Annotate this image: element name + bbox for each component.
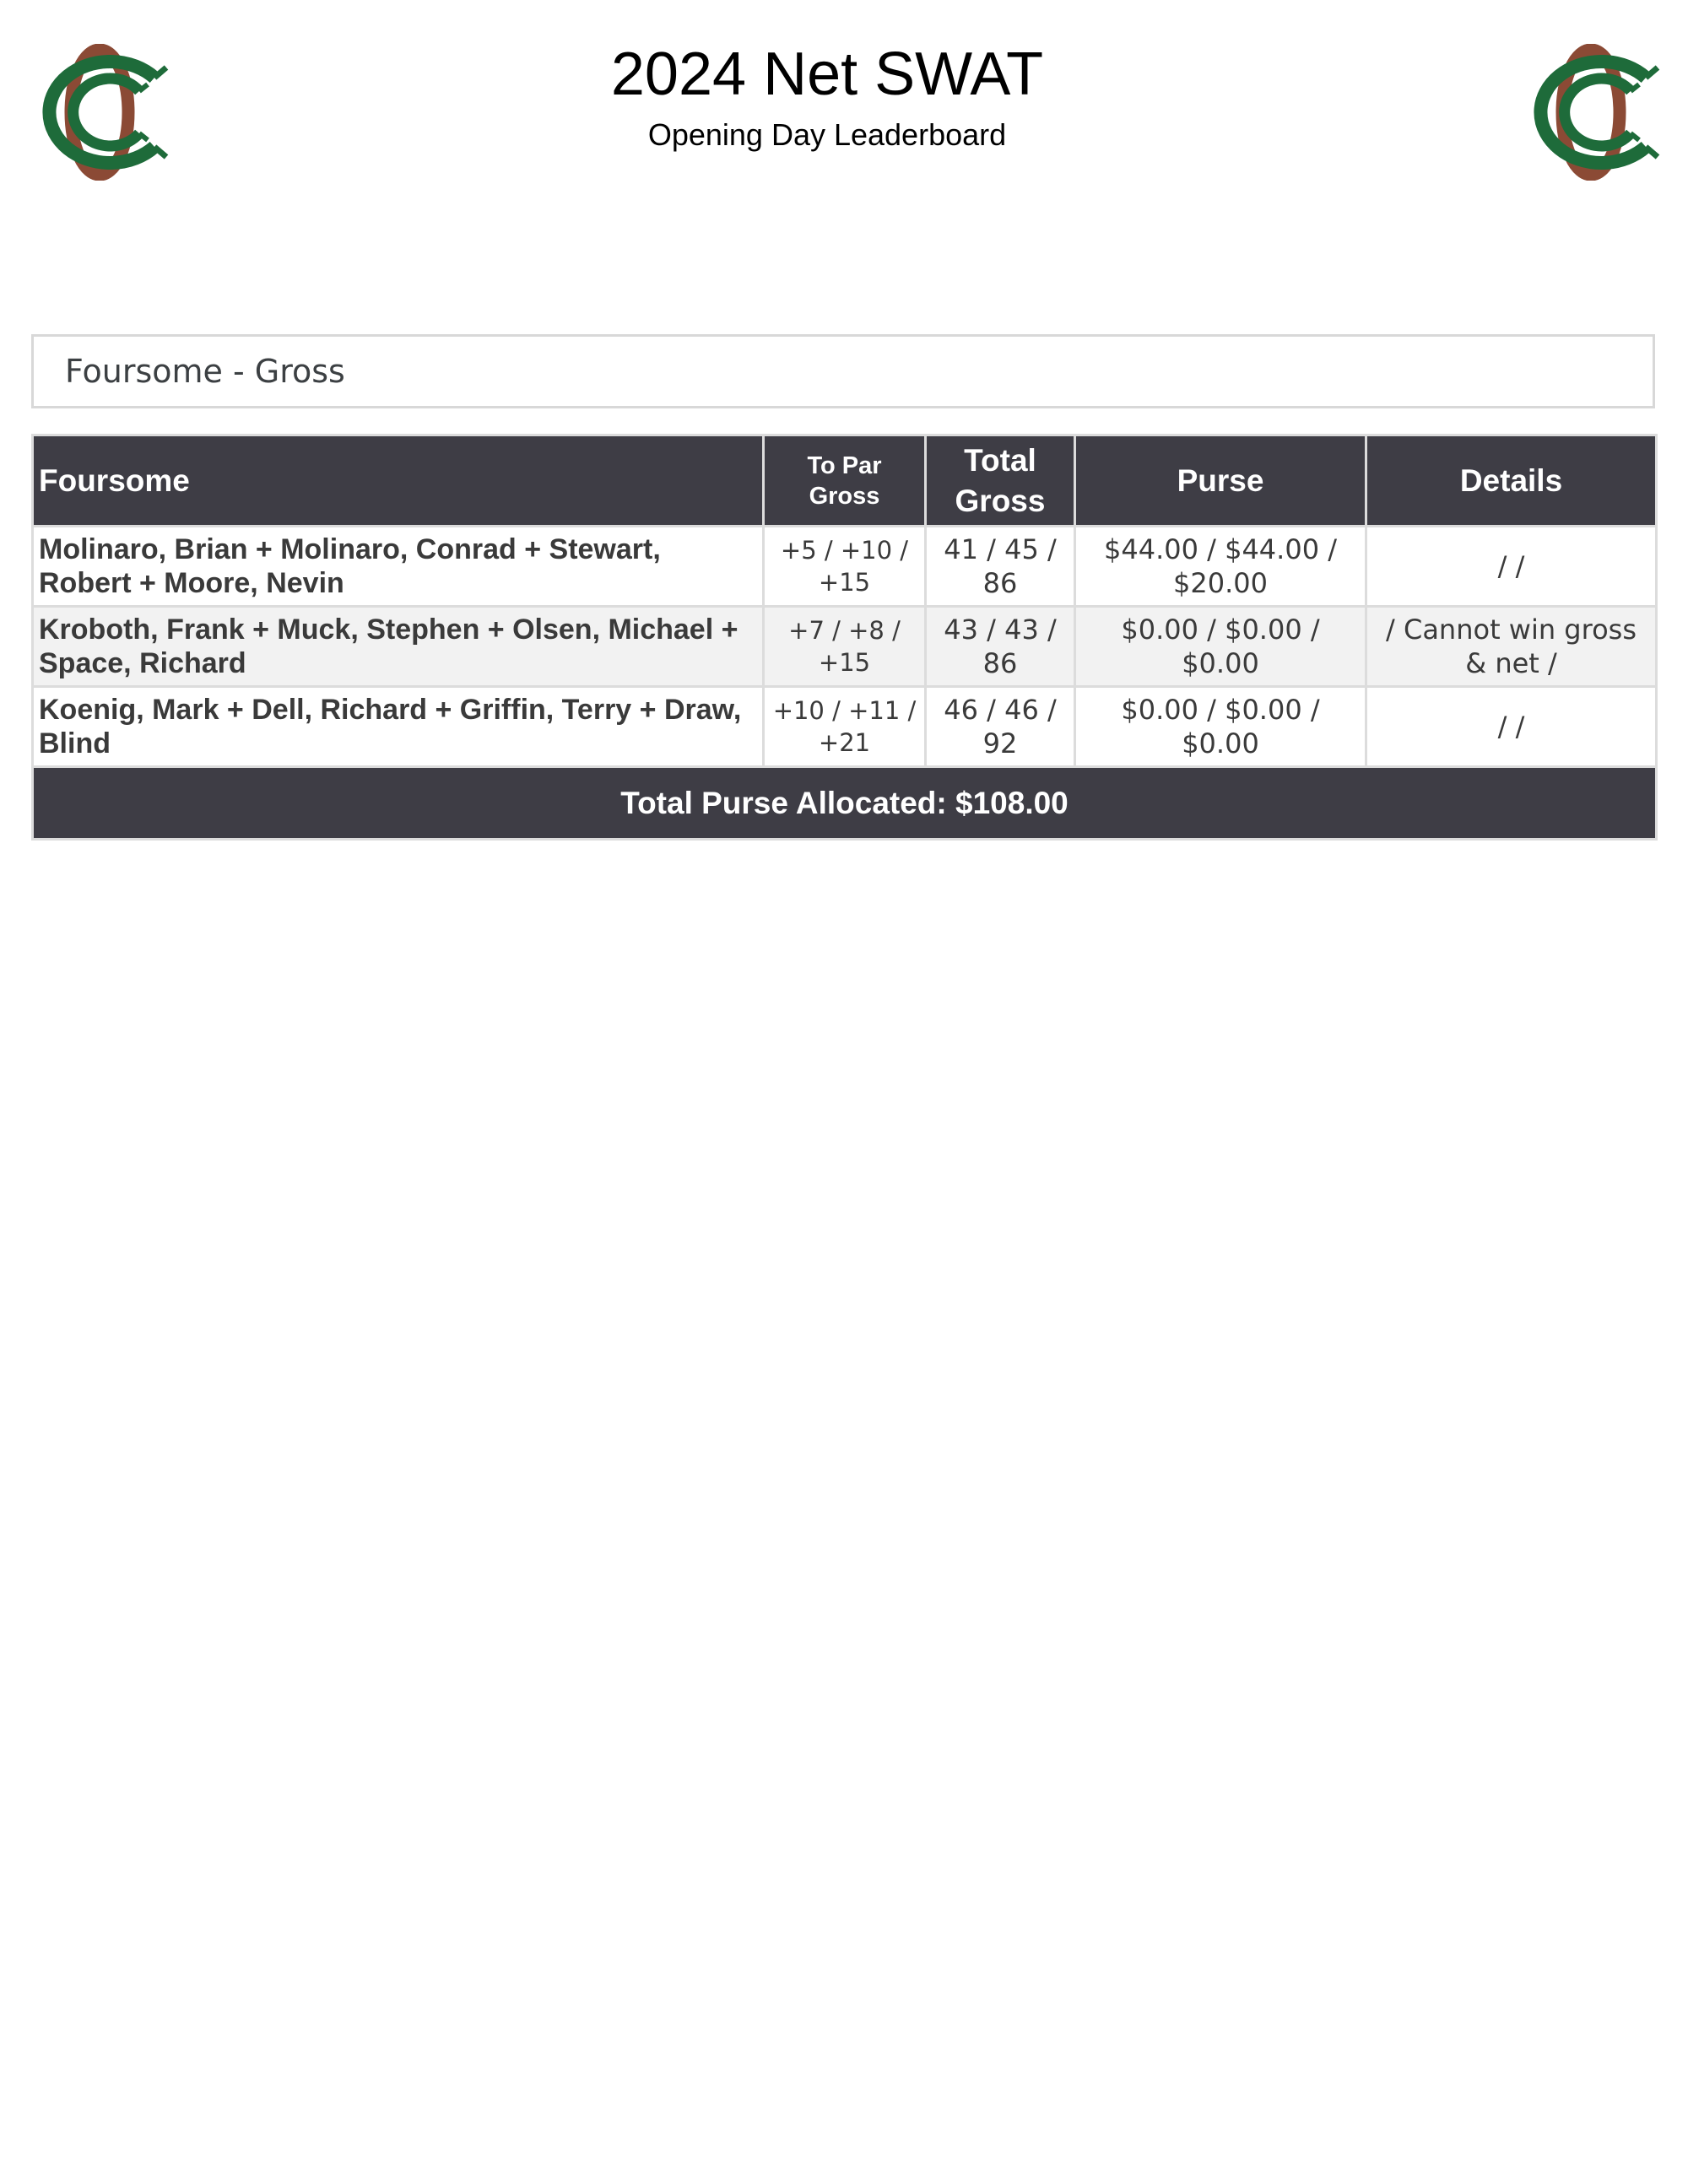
table-row bbox=[33, 687, 1657, 767]
to-par-cell: +10 / +11 / +21 bbox=[764, 687, 926, 767]
header-purse: Purse bbox=[1075, 435, 1366, 527]
details-cell: / / bbox=[1366, 687, 1657, 767]
header-to-par-gross bbox=[764, 435, 926, 527]
foursome-cell: Molinaro, Brian + Molinaro, Conrad + Stewart, Robert + Moore, Nevin bbox=[33, 527, 764, 607]
table-header-row bbox=[33, 435, 1657, 527]
header-to-par-line2: Gross bbox=[809, 482, 880, 510]
club-logo-right bbox=[1519, 44, 1663, 181]
details-cell: / / bbox=[1366, 527, 1657, 607]
total-gross-cell: 46 / 46 / 92 bbox=[926, 687, 1075, 767]
table-footer-row bbox=[33, 767, 1657, 840]
to-par-cell: +5 / +10 / +15 bbox=[764, 527, 926, 607]
section-title: Foursome - Gross bbox=[65, 353, 345, 390]
table-row bbox=[33, 527, 1657, 607]
page-subtitle: Opening Day Leaderboard bbox=[647, 117, 1007, 152]
header-total-line1: Total bbox=[964, 442, 1036, 478]
foursome-cell: Kroboth, Frank + Muck, Stephen + Olsen, Michael + Space, Richard bbox=[33, 607, 764, 687]
club-logo-left bbox=[28, 44, 171, 181]
header-total-line2: Gross bbox=[955, 483, 1046, 518]
purse-cell: $0.00 / $0.00 / $0.00 bbox=[1075, 687, 1366, 767]
to-par-cell: +7 / +8 / +15 bbox=[764, 607, 926, 687]
header-to-par-line1: To Par bbox=[807, 451, 882, 479]
details-cell: / Cannot win gross & net / bbox=[1366, 607, 1657, 687]
page-title: 2024 Net SWAT bbox=[610, 41, 1044, 108]
total-gross-cell: 43 / 43 / 86 bbox=[926, 607, 1075, 687]
header-details: Details bbox=[1366, 435, 1657, 527]
leaderboard-table bbox=[31, 434, 1658, 841]
header-foursome: Foursome bbox=[33, 435, 764, 527]
total-purse-allocated: Total Purse Allocated: $108.00 bbox=[33, 767, 1657, 840]
purse-cell: $44.00 / $44.00 / $20.00 bbox=[1075, 527, 1366, 607]
total-gross-cell: 41 / 45 / 86 bbox=[926, 527, 1075, 607]
title-block bbox=[422, 34, 1232, 155]
section-header bbox=[31, 334, 1655, 408]
purse-cell: $0.00 / $0.00 / $0.00 bbox=[1075, 607, 1366, 687]
foursome-cell: Koenig, Mark + Dell, Richard + Griffin, Terry + Draw, Blind bbox=[33, 687, 764, 767]
table-row bbox=[33, 607, 1657, 687]
header-total-gross bbox=[926, 435, 1075, 527]
